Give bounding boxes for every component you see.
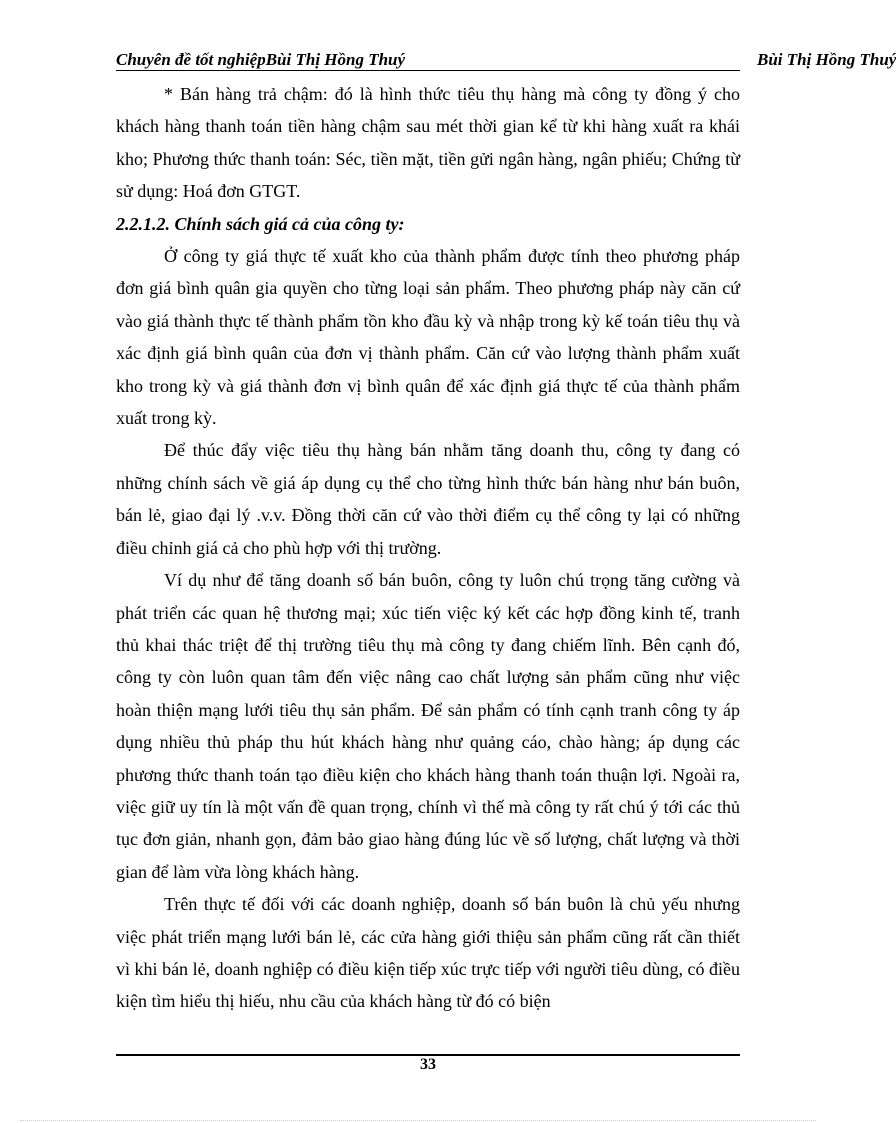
paragraph-pricing-method: Ở công ty giá thực tế xuất kho của thành phẩm được tính theo phương pháp đơn giá bình quân gia quyền cho từng loại sản phẩm. Theo phương pháp này căn cứ vào giá thành thực tế thành phẩm tồn kho đầu kỳ và nhập trong kỳ kế toán tiêu thụ và xác định giá bình quân của đơn vị thành phẩm. Căn cứ vào lượng thành phẩm xuất kho trong kỳ và giá thành đơn vị bình quân để xác định giá thực tế của thành phẩm xuất trong kỳ.	[116, 246, 740, 429]
header-divider	[116, 70, 740, 71]
header-author-clipped: Bùi Thị Hồng Thuý	[757, 50, 896, 69]
header-title: Chuyên đề tốt nghiệpBùi Thị Hồng Thuý	[116, 50, 406, 69]
paragraph-pricing-policy: Để thúc đẩy việc tiêu thụ hàng bán nhằm tăng doanh thu, công ty đang có những chính sách về giá áp dụng cụ thể cho từng hình thức bán hàng như bán buôn, bán lẻ, giao đại lý .v.v. Đồng thời căn cứ vào thời điểm cụ thể công ty lại có những điều chỉnh giá cả cho phù hợp với thị trường.	[116, 440, 740, 558]
document-body	[116, 78, 740, 1018]
section-heading: 2.2.1.2. Chính sách giá cả của công ty:	[116, 213, 405, 234]
page-number: 33	[420, 1056, 436, 1073]
page-edge-dotted-line	[20, 1120, 816, 1121]
paragraph-retail-network: Trên thực tế đối với các doanh nghiệp, doanh số bán buôn là chủ yếu nhưng việc phát triển mạng lưới bán lẻ, các cửa hàng giới thiệu sản phẩm cũng rất cần thiết vì khi bán lẻ, doanh nghiệp có điều kiện tiếp xúc trực tiếp với người tiêu dùng, có điều kiện tìm hiểu thị hiếu, nhu cầu của khách hàng từ đó có biện	[116, 894, 740, 1012]
paragraph-wholesale-example: Ví dụ như để tăng doanh số bán buôn, công ty luôn chú trọng tăng cường và phát triển các quan hệ thương mại; xúc tiến việc ký kết các hợp đồng kinh tế, tranh thủ khai thác triệt để thị trường tiêu thụ mà công ty đang chiếm lĩnh. Bên cạnh đó, công ty còn luôn quan tâm đến việc nâng cao chất lượng sản phẩm cũng như việc hoàn thiện mạng lưới tiêu thụ sản phẩm. Để sản phẩm có tính cạnh tranh công ty áp dụng nhiều thủ pháp thu hút khách hàng như quảng cáo, chào hàng; áp dụng các phương thức thanh toán tạo điều kiện cho khách hàng thanh toán thuận lợi. Ngoài ra, việc giữ uy tín là một vấn đề quan trọng, chính vì thế mà công ty rất chú ý tới các thủ tục đơn giản, nhanh gọn, đảm bảo giao hàng đúng lúc về số lượng, chất lượng và thời gian để làm vừa lòng khách hàng.	[116, 570, 740, 882]
page-header	[116, 50, 896, 72]
paragraph-deferred-sales: * Bán hàng trả chậm: đó là hình thức tiêu thụ hàng mà công ty đồng ý cho khách hàng thanh toán tiền hàng chậm sau mét thời gian kể từ khi hàng xuất ra khái kho; Phương thức thanh toán: Séc, tiền mặt, tiền gửi ngân hàng, ngân phiếu; Chứng từ sử dụng: Hoá đơn GTGT.	[116, 84, 740, 202]
